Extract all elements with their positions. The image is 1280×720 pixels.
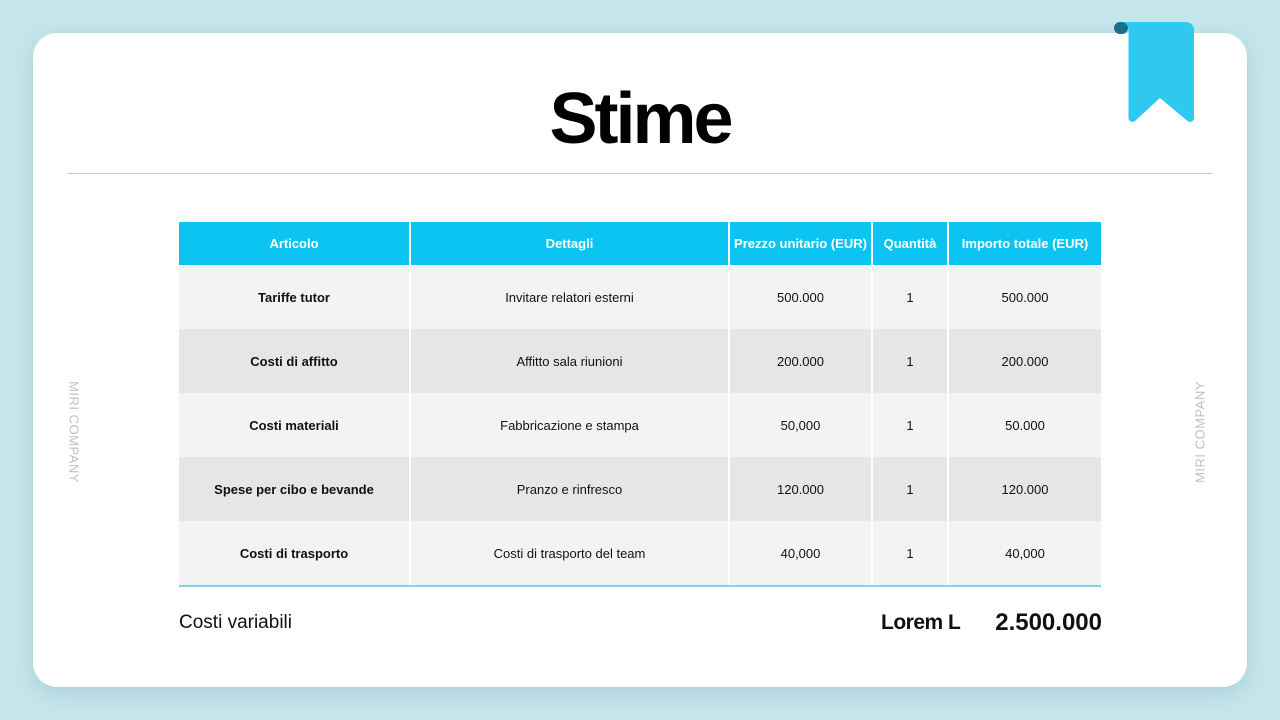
header-quantita: Quantità — [872, 222, 948, 265]
cell-importo: 500.000 — [948, 265, 1101, 329]
cell-dettagli: Pranzo e rinfresco — [410, 457, 729, 521]
cell-dettagli: Invitare relatori esterni — [410, 265, 729, 329]
title-divider — [67, 173, 1213, 174]
cell-importo: 50.000 — [948, 393, 1101, 457]
side-label-left: MIRI COMPANY — [66, 381, 82, 483]
header-importo-totale: Importo totale (EUR) — [948, 222, 1101, 265]
cell-articolo: Spese per cibo e bevande — [179, 457, 410, 521]
cell-articolo: Costi di affitto — [179, 329, 410, 393]
cell-quantita: 1 — [872, 329, 948, 393]
variable-costs-label: Costi variabili — [179, 612, 292, 633]
table-header-row — [179, 222, 1101, 265]
table-row — [179, 457, 1101, 521]
cell-quantita: 1 — [872, 393, 948, 457]
cell-prezzo: 200.000 — [729, 329, 872, 393]
table-row — [179, 521, 1101, 586]
table-row — [179, 329, 1101, 393]
header-prezzo-unitario: Prezzo unitario (EUR) — [729, 222, 872, 265]
cell-dettagli: Fabbricazione e stampa — [410, 393, 729, 457]
table-row — [179, 265, 1101, 329]
cell-prezzo: 40,000 — [729, 521, 872, 586]
cell-articolo: Tariffe tutor — [179, 265, 410, 329]
cell-prezzo: 50,000 — [729, 393, 872, 457]
cell-quantita: 1 — [872, 457, 948, 521]
cell-importo: 200.000 — [948, 329, 1101, 393]
cell-articolo: Costi materiali — [179, 393, 410, 457]
cell-prezzo: 120.000 — [729, 457, 872, 521]
table-row — [179, 393, 1101, 457]
cell-quantita: 1 — [872, 265, 948, 329]
page-title: Stime — [549, 79, 731, 159]
header-articolo: Articolo — [179, 222, 410, 265]
cell-dettagli: Costi di trasporto del team — [410, 521, 729, 586]
cell-articolo: Costi di trasporto — [179, 521, 410, 586]
total-caption: Lorem L — [881, 611, 961, 634]
cell-importo: 40,000 — [948, 521, 1101, 586]
header-dettagli: Dettagli — [410, 222, 729, 265]
cell-importo: 120.000 — [948, 457, 1101, 521]
cell-quantita: 1 — [872, 521, 948, 586]
cell-dettagli: Affitto sala riunioni — [410, 329, 729, 393]
side-label-right: MIRI COMPANY — [1192, 381, 1208, 483]
grand-total-value: 2.500.000 — [995, 609, 1102, 636]
estimates-table — [179, 222, 1101, 587]
cell-prezzo: 500.000 — [729, 265, 872, 329]
